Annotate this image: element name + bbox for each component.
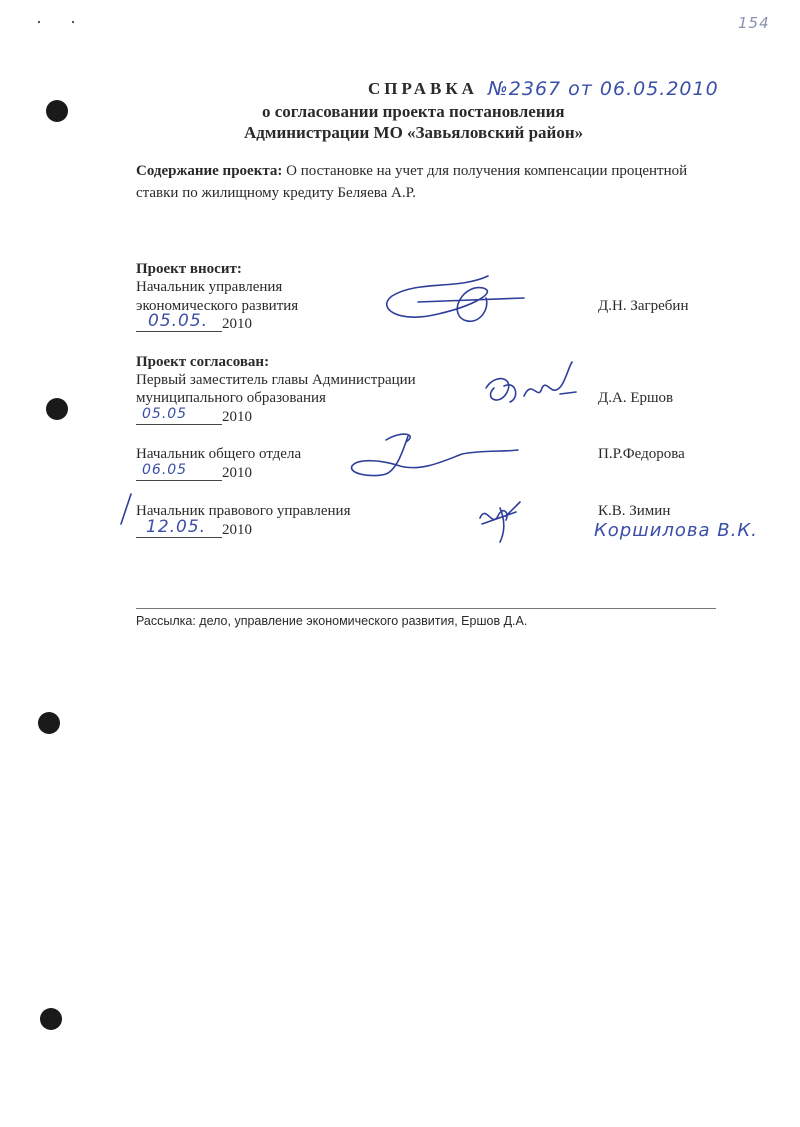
document-number-handwritten: №2367 от 06.05.2010 bbox=[488, 78, 719, 100]
punch-hole bbox=[38, 712, 60, 734]
approver-3-date-handwritten: 12.05. bbox=[146, 517, 207, 537]
date-underline bbox=[136, 480, 222, 481]
project-content-text-2: ставки по жилищному кредиту Беляева А.Р. bbox=[136, 185, 416, 201]
approver-1-date-handwritten: 05.05 bbox=[142, 406, 188, 422]
approver-1-position: Первый заместитель главы Администрации bbox=[136, 372, 416, 388]
introducer-date-handwritten: 05.05. bbox=[148, 311, 209, 331]
approver-2-date-year: 2010 bbox=[222, 465, 252, 481]
introduced-heading: Проект вносит: bbox=[136, 261, 242, 277]
document-subtitle: о согласовании проекта постановления bbox=[262, 102, 565, 121]
signature-zagrebin bbox=[378, 270, 528, 330]
date-underline bbox=[136, 537, 222, 538]
approver-3-date-year: 2010 bbox=[222, 522, 252, 538]
approver-1-date-year: 2010 bbox=[222, 409, 252, 425]
signature-ershov bbox=[476, 358, 586, 412]
scan-speck bbox=[72, 21, 74, 23]
approver-3-position: Начальник правового управления bbox=[136, 503, 351, 519]
project-content bbox=[136, 162, 687, 180]
approver-2-position: Начальник общего отдела bbox=[136, 446, 302, 462]
punch-hole bbox=[40, 1008, 62, 1030]
date-underline bbox=[136, 331, 222, 332]
approver-2-name: П.Р.Федорова bbox=[598, 446, 685, 462]
introducer-position: Начальник управления bbox=[136, 279, 283, 295]
approval-slash-mark bbox=[118, 492, 134, 526]
scan-speck bbox=[38, 21, 40, 23]
introducer-name: Д.Н. Загребин bbox=[598, 298, 689, 314]
footer-divider bbox=[136, 608, 716, 609]
signature-fedorova bbox=[342, 424, 522, 480]
date-underline bbox=[136, 424, 222, 425]
document-subtitle-2: Администрации МО «Завьяловский район» bbox=[244, 123, 584, 142]
introducer-date-year: 2010 bbox=[222, 316, 252, 332]
corner-note: 154 bbox=[738, 14, 770, 32]
approver-1-position-2: муниципального образования bbox=[136, 390, 326, 406]
project-content-text: О постановке на учет для получения компенсации процентной bbox=[286, 163, 688, 179]
approved-heading: Проект согласован: bbox=[136, 354, 270, 370]
project-content-label: Содержание проекта: bbox=[136, 163, 283, 179]
punch-hole bbox=[46, 100, 68, 122]
approver-1-name: Д.А. Ершов bbox=[598, 390, 674, 406]
approver-2-date-handwritten: 06.05 bbox=[142, 462, 188, 478]
introducer-position-2: экономического развития bbox=[136, 298, 299, 314]
punch-hole bbox=[46, 398, 68, 420]
distribution-list: Рассылка: дело, управление экономического развития, Ершов Д.А. bbox=[136, 614, 528, 628]
approver-3-name-handwritten: Коршилова В.К. bbox=[594, 520, 758, 541]
document-title: СПРАВКА bbox=[368, 79, 478, 98]
approver-3-name: К.В. Зимин bbox=[598, 503, 671, 519]
signature-zimin bbox=[476, 494, 526, 544]
